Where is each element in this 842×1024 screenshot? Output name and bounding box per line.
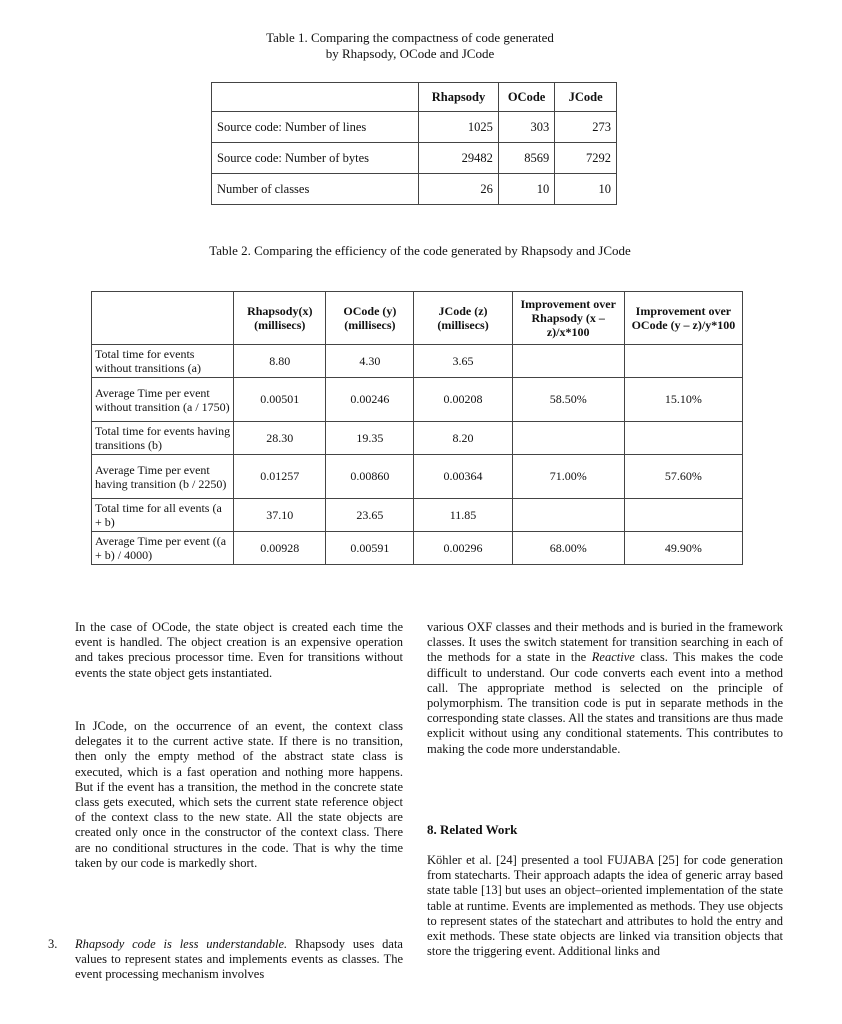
table1-cell: 273 — [555, 112, 617, 143]
table-row — [212, 174, 617, 205]
table1-header-cell — [212, 83, 419, 112]
table1-row-label: Source code: Number of bytes — [212, 143, 419, 174]
table2-cell: 15.10% — [624, 378, 742, 422]
table1-cell: 10 — [555, 174, 617, 205]
list-item-text — [75, 937, 403, 983]
table2 — [91, 291, 743, 565]
right-paragraph-2 — [427, 853, 783, 959]
right-para1-part-a: various OXF classes and their methods and is buried in the framework classes. It uses the switch statement for transition searching in each of the methods for a state in the — [427, 620, 783, 665]
table2-cell: 0.00501 — [234, 378, 326, 422]
table1-caption-line2: by Rhapsody, OCode and JCode — [325, 46, 495, 61]
table1-caption — [200, 30, 620, 62]
table2-cell: 0.00928 — [234, 532, 326, 565]
table-row — [92, 345, 743, 378]
table1-cell: 1025 — [419, 112, 499, 143]
table2-header-cell — [92, 292, 234, 345]
left-para1-text: In the case of OCode, the state object is created each time the event is handled. The object creation is an expensive operation and takes precious processor time. Even for transitions without events the state object gets instantiated. — [75, 620, 403, 680]
table1-cell: 26 — [419, 174, 499, 205]
left-paragraph-1 — [75, 620, 403, 681]
table1-header-cell: JCode — [555, 83, 617, 112]
table-row — [212, 143, 617, 174]
table2-cell: 37.10 — [234, 499, 326, 532]
table2-row-label: Average Time per event having transition (b / 2250) — [92, 455, 234, 499]
table2-row-label: Total time for all events (a + b) — [92, 499, 234, 532]
table2-cell: 0.00860 — [326, 455, 414, 499]
table2-cell: 0.00364 — [414, 455, 512, 499]
table2-row-label: Average Time per event without transition (a / 1750) — [92, 378, 234, 422]
list-item-body: Rhapsody uses data values to represent states and implements events as classes. The event processing mechanism involves — [75, 937, 403, 982]
table2-cell: 8.80 — [234, 345, 326, 378]
table1-header-cell: OCode — [498, 83, 554, 112]
left-list-item-3 — [75, 937, 403, 983]
table2-header-cell: Improvement over Rhapsody (x – z)/x*100 — [512, 292, 624, 345]
table2-cell: 0.00208 — [414, 378, 512, 422]
list-item-number: 3. — [48, 937, 58, 951]
left-paragraph-2 — [75, 719, 403, 871]
table-row — [212, 112, 617, 143]
list-item-italic: Rhapsody code is less understandable. — [75, 937, 288, 951]
table2-caption: Table 2. Comparing the efficiency of the code generated by Rhapsody and JCode — [209, 243, 631, 258]
right-paragraph-1 — [427, 620, 783, 757]
table2-cell: 0.01257 — [234, 455, 326, 499]
table1-header-cell: Rhapsody — [419, 83, 499, 112]
table2-cell: 49.90% — [624, 532, 742, 565]
table-row — [92, 499, 743, 532]
table1-header-row — [212, 83, 617, 112]
table2-cell — [624, 345, 742, 378]
table1-cell: 8569 — [498, 143, 554, 174]
table2-cell: 57.60% — [624, 455, 742, 499]
table1-cell: 7292 — [555, 143, 617, 174]
table2-cell: 23.65 — [326, 499, 414, 532]
table2-row-label: Total time for events without transitions (a) — [92, 345, 234, 378]
table2-cell: 3.65 — [414, 345, 512, 378]
table2-cell: 28.30 — [234, 422, 326, 455]
table2-header-cell: OCode (y) (millisecs) — [326, 292, 414, 345]
table-row — [92, 422, 743, 455]
table1-row-label: Number of classes — [212, 174, 419, 205]
table2-header-cell: Rhapsody(x) (millisecs) — [234, 292, 326, 345]
right-para1-italic: Reactive — [591, 650, 635, 665]
table2-cell: 0.00591 — [326, 532, 414, 565]
table2-cell — [624, 422, 742, 455]
right-para1-part-b: class. This makes the code difficult to understand. Our code converts each event into a method call. The appropriate method is selected on the principle of polymorphism. The transition code is put in separate methods in the corresponding state classes. All the states and transitions are thus made explicit without using any conditional statements. This contributes to making the code more understandable. — [427, 650, 783, 756]
table2-cell: 4.30 — [326, 345, 414, 378]
right-para1-text — [427, 620, 783, 757]
left-para2-text: In JCode, on the occurrence of an event, the context class delegates it to the current active state. If there is no transition, then only the empty method of the abstract state class is executed, which is a fast operation and nothing more happens. But if the event has a transition, the method in the concrete state class gets executed, which sets the current state reference object of the context class to the new state. All the state objects are created only once in the constructor of the context class. There are no conditional structures in the code. That is why the time taken by our code is markedly short. — [75, 719, 403, 870]
right-para2-text: Köhler et al. [24] presented a tool FUJABA [25] for code generation from statecharts. Their approach adapts the idea of generic array based state table [13] but uses an object–oriented implementation of the state table at runtime. Events are implemented as methods. They use objects to represent states of the statechart and attributes to hold the entry and exit methods. These state objects are linked via transition objects that store the triggering event. Additional links and — [427, 853, 783, 959]
table2-cell: 0.00246 — [326, 378, 414, 422]
table1-row-label: Source code: Number of lines — [212, 112, 419, 143]
table2-row-label: Average Time per event ((a + b) / 4000) — [92, 532, 234, 565]
section-heading-related-work: 8. Related Work — [427, 822, 518, 837]
table2-cell — [512, 422, 624, 455]
table2-header-cell: JCode (z) (millisecs) — [414, 292, 512, 345]
table2-cell: 11.85 — [414, 499, 512, 532]
table2-header-row — [92, 292, 743, 345]
table2-cell — [512, 499, 624, 532]
table2-cell: 71.00% — [512, 455, 624, 499]
table2-cell — [624, 499, 742, 532]
table-row — [92, 455, 743, 499]
table2-cell — [512, 345, 624, 378]
table2-cell: 19.35 — [326, 422, 414, 455]
table2-cell: 0.00296 — [414, 532, 512, 565]
table1-cell: 10 — [498, 174, 554, 205]
table2-header-cell: Improvement over OCode (y – z)/y*100 — [624, 292, 742, 345]
table-row — [92, 378, 743, 422]
table1-cell: 303 — [498, 112, 554, 143]
table2-row-label: Total time for events having transitions (b) — [92, 422, 234, 455]
table1-caption-line1: Table 1. Comparing the compactness of code generated — [266, 30, 554, 45]
table1-cell: 29482 — [419, 143, 499, 174]
table1 — [211, 82, 617, 205]
table2-cell: 68.00% — [512, 532, 624, 565]
table2-cell: 8.20 — [414, 422, 512, 455]
table-row — [92, 532, 743, 565]
table2-cell: 58.50% — [512, 378, 624, 422]
